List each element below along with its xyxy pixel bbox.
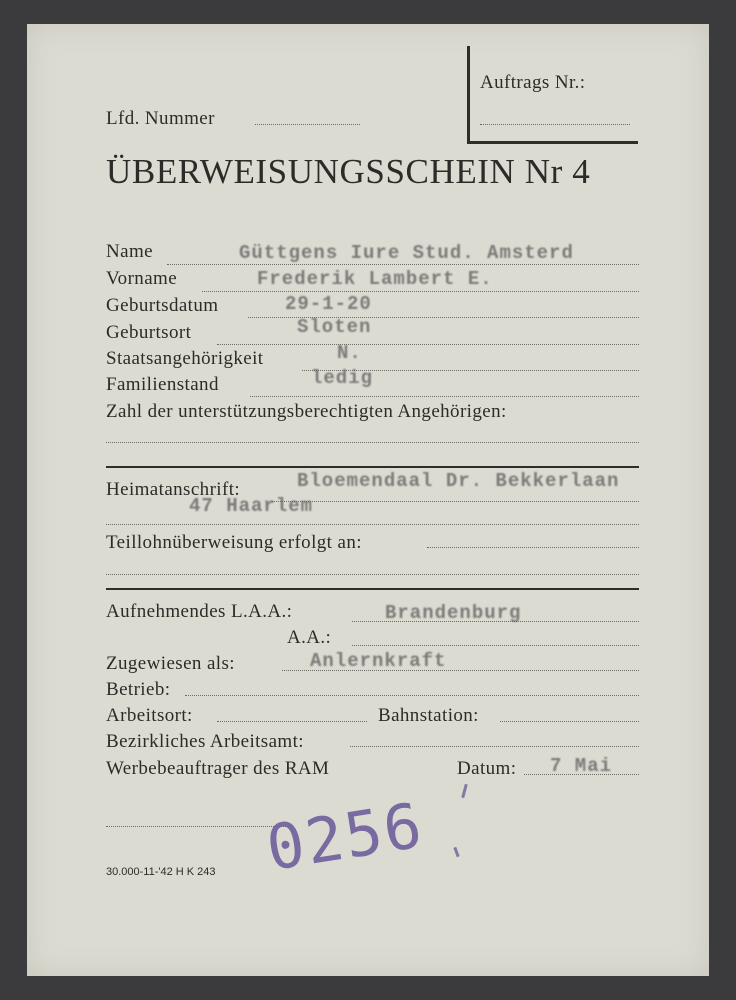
name-label: Name [106,241,153,262]
bezirkliches-arbeitsamt-label: Bezirkliches Arbeitsamt: [106,731,304,752]
vorname-field [202,291,639,292]
datum-label: Datum: [457,758,517,779]
werbebeauftrager-label: Werbebeauftrager des RAM [106,758,330,779]
geburtsort-field [217,344,639,345]
teillohn-field [427,547,639,548]
aufnehmendes-laa-label: Aufnehmendes L.A.A.: [106,601,293,622]
staatsangehoerigkeit-value: N. [337,342,362,364]
auftrags-box-border [467,141,638,144]
lfd-nummer-field [255,124,360,125]
section-divider [106,466,639,468]
datum-value: 7 Mai [550,755,613,777]
staatsangehoerigkeit-label: Staatsangehörigkeit [106,348,264,369]
arbeitsort-label: Arbeitsort: [106,705,193,726]
betrieb-label: Betrieb: [106,679,171,700]
aa-label: A.A.: [287,627,332,648]
heimatanschrift-value-line1: Bloemendaal Dr. Bekkerlaan [297,470,620,492]
auftrags-nr-field [480,124,630,125]
auftrags-box-border [467,46,470,144]
angehoerige-label: Zahl der unterstützungsberechtigten Angehörigen: [106,401,507,422]
betrieb-field [185,695,639,696]
stamp-mark [453,847,459,857]
heimatanschrift-label: Heimatanschrift: [106,479,241,500]
heimatanschrift-field [272,501,639,502]
lfd-nummer-label: Lfd. Nummer [106,108,215,129]
auftrags-nr-label: Auftrags Nr.: [480,72,586,93]
geburtsort-label: Geburtsort [106,322,192,343]
zugewiesen-label: Zugewiesen als: [106,653,235,674]
heimatanschrift-value-line2: 47 Haarlem [189,495,314,517]
geburtsdatum-value: 29-1-20 [285,293,372,315]
stamp-mark [461,784,468,798]
print-code: 30.000-11-'42 H K 243 [106,866,216,878]
bahnstation-field [500,721,639,722]
name-field [167,264,639,265]
arbeitsort-field [217,721,367,722]
angehoerige-field [106,442,639,443]
familienstand-field [250,396,639,397]
bahnstation-label: Bahnstation: [378,705,479,726]
familienstand-label: Familienstand [106,374,219,395]
transfer-form-card [27,24,709,976]
aufnehmendes-laa-value: Brandenburg [385,602,522,624]
vorname-label: Vorname [106,268,178,289]
teillohn-field-line2 [106,574,639,575]
signature-field [106,826,286,827]
vorname-value: Frederik Lambert E. [257,268,493,290]
number-stamp: 0256 [261,788,429,885]
form-title: ÜBERWEISUNGSSCHEIN Nr 4 [106,152,591,191]
bezirkliches-arbeitsamt-field [350,746,639,747]
teillohn-label: Teillohnüberweisung erfolgt an: [106,532,362,553]
geburtsort-value: Sloten [297,316,372,338]
heimatanschrift-field-line2 [106,524,639,525]
name-value: Güttgens Iure Stud. Amsterd [239,242,574,264]
aa-field [352,645,639,646]
familienstand-value: ledig [311,367,374,389]
section-divider [106,588,639,590]
zugewiesen-value: Anlernkraft [310,650,447,672]
geburtsdatum-label: Geburtsdatum [106,295,219,316]
